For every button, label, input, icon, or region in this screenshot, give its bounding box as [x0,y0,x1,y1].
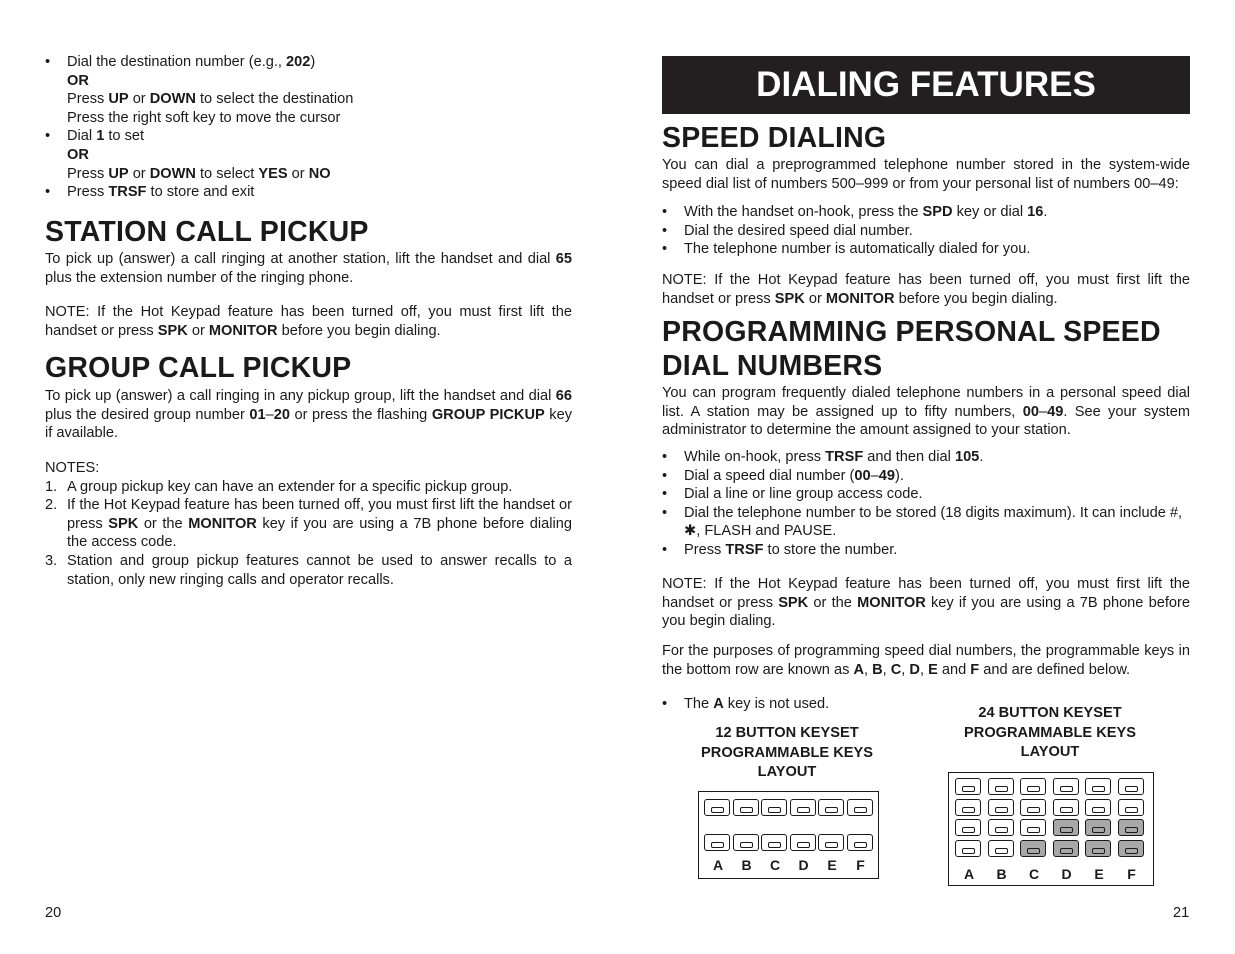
note-item: 3. Station and group pickup features cannot be used to answer recalls to a station, only new ringing calls and operator recalls. [45,552,572,588]
key-letter-f: F [1127,866,1136,882]
group-pickup-heading: GROUP CALL PICKUP [45,352,352,384]
key-letter-a: A [963,866,975,882]
key-letter-d: D [798,857,809,873]
note-item: 1. A group pickup key can have an extender for a specific pickup group. [45,478,513,495]
or-label: OR [67,146,89,163]
step-item: • Dial 1 to set [45,127,572,146]
page-number-left: 20 [45,905,62,921]
personal-speed-steps [662,448,1190,560]
programmable-key [1020,840,1046,857]
or-label: OR [67,72,89,89]
programmable-key [1085,778,1111,795]
keyset12-diagram [698,791,879,879]
personal-speed-heading [662,315,1190,383]
caption-line: 24 BUTTON KEYSET [978,705,1122,721]
programmable-key [988,799,1014,816]
group-pickup-paragraph: To pick up (answer) a call ringing in any pickup group, lift the handset and dial 66 plus the desired group number 01–20 or press the flashing GROUP PICKUP key if available. [45,388,572,442]
programmable-key [988,819,1014,836]
programmable-key [1053,819,1079,836]
dialing-features-banner: DIALING FEATURES [662,56,1190,114]
programmable-key [1118,799,1144,816]
step-item: • Dial the telephone number to be stored (18 digits maximum). It can include #, ✱, FLASH and PAUSE. [662,504,1190,541]
programmable-key [761,799,787,816]
step-item: • Dial a line or line group access code. [662,485,1190,504]
programmable-key [790,799,816,816]
caption-line: PROGRAMMABLE KEYS [701,744,873,761]
a-key-note [662,695,922,714]
speed-dialing-paragraph: You can dial a preprogrammed telephone number stored in the system-wide speed dial list of numbers 500–999 or from your personal list of numbers 00–49: [662,157,1190,192]
key-letter-d: D [1061,866,1072,882]
programmable-key [1118,819,1144,836]
programmable-key [790,834,816,851]
key-letter-b: B [741,857,752,873]
station-pickup-paragraph: To pick up (answer) a call ringing at another station, lift the handset and dial 65 plus the extension number of the ringing phone. [45,251,572,286]
programmable-key [1020,778,1046,795]
programmable-key [955,840,981,857]
speed-dialing-heading: SPEED DIALING [662,122,887,154]
personal-speed-paragraph: You can program frequently dialed telephone numbers in a personal speed dial list. A station may be assigned up to fifty numbers, 00–49. See your system administrator to determine the amount assigned to your station. [662,385,1191,439]
personal-speed-note: NOTE: If the Hot Keypad feature has been turned off, you must first lift the handset or press SPK or the MONITOR key if you are using a 7B phone before you begin dialing. [662,576,1190,630]
station-pickup-note: NOTE: If the Hot Keypad feature has been turned off, you must first lift the handset or press SPK or MONITOR before you begin dialing. [45,304,572,339]
programmable-key [955,799,981,816]
key-letter-c: C [769,857,781,873]
personal-speed-heading-line: PROGRAMMING PERSONAL SPEED [662,316,1161,348]
notes-list [45,459,572,589]
programmable-key [733,799,759,816]
step-item: • The A key is not used. [662,695,922,714]
programmable-key [988,778,1014,795]
step-item: • While on-hook, press TRSF and then dial 105. [662,448,1190,467]
programmable-keys-paragraph: For the purposes of programming speed dial numbers, the programmable keys in the bottom row are known as A, B, C, D, E and F and are defined below. [662,643,1190,678]
step-item: • Press TRSF to store and exit [45,183,572,202]
programmable-key [1118,840,1144,857]
key-letter-b: B [996,866,1007,882]
step-item: • With the handset on-hook, press the SPD key or dial 16. [662,203,1190,222]
speed-dialing-steps [662,203,1190,259]
programmable-key [955,819,981,836]
personal-speed-heading-line: DIAL NUMBERS [662,350,883,382]
programmable-key [1053,799,1079,816]
programmable-key [955,778,981,795]
programmable-key [704,834,730,851]
step-item: Press UP or DOWN to select the destination [67,91,354,108]
key-letter-f: F [856,857,865,873]
key-letter-a: A [712,857,724,873]
key-letter-c: C [1028,866,1040,882]
step-item: Press UP or DOWN to select YES or NO [67,165,331,182]
programmable-key [1053,840,1079,857]
programmable-key [847,834,873,851]
programmable-key [1085,799,1111,816]
step-item: • The telephone number is automatically dialed for you. [662,240,1190,259]
steps-list [45,53,572,202]
programmable-key [704,799,730,816]
programmable-key [761,834,787,851]
step-item: • Dial the desired speed dial number. [662,222,1190,241]
notes-label: NOTES: [45,460,100,476]
programmable-key [988,840,1014,857]
page-number-right: 21 [1173,905,1190,921]
station-pickup-heading: STATION CALL PICKUP [45,216,369,248]
programmable-key [818,799,844,816]
programmable-key [733,834,759,851]
caption-line: LAYOUT [1020,744,1080,761]
speed-dialing-note: NOTE: If the Hot Keypad feature has been turned off, you must first lift the handset or press SPK or MONITOR before you begin dialing. [662,272,1190,307]
programmable-key [1085,819,1111,836]
programmable-key [818,834,844,851]
programmable-key [1020,799,1046,816]
programmable-key [1053,778,1079,795]
programmable-key [1085,840,1111,857]
caption-line: PROGRAMMABLE KEYS [964,724,1136,741]
caption-line: LAYOUT [757,764,817,781]
programmable-key [1118,778,1144,795]
step-item: • Dial a speed dial number (00–49). [662,467,1190,486]
step-item: • Dial the destination number (e.g., 202) [45,53,572,72]
programmable-key [847,799,873,816]
caption-line: 12 BUTTON KEYSET [715,725,859,741]
keyset12-caption [682,724,892,783]
step-item: • Press TRSF to store the number. [662,541,1190,560]
keyset24-caption [945,704,1155,763]
note-item: 2. If the Hot Keypad feature has been turned off, you must first lift the handset or press SPK or the MONITOR key if you are using a 7B phone before dialing the access code. [45,497,572,551]
programmable-key [1020,819,1046,836]
key-letter-e: E [1094,866,1104,882]
key-letter-e: E [827,857,837,873]
step-item: Press the right soft key to move the cursor [67,109,341,126]
keyset24-diagram [948,772,1154,886]
